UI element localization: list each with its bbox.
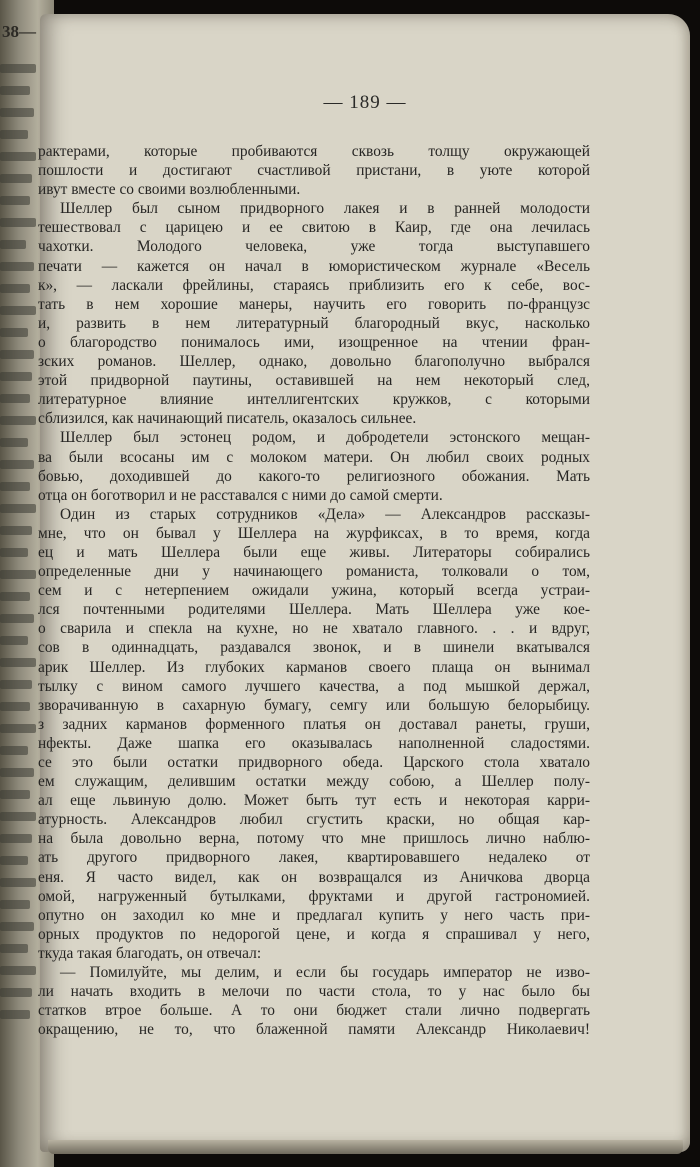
text-line: з задних карманов форменного платья он доставал ранеты, груши, [38, 715, 590, 733]
edge-text-line [0, 856, 28, 865]
text-line: арик Шеллер. Из глубоких карманов своего плаща он вынимал [38, 658, 590, 676]
text-line: тать в нем хорошие манеры, научить его говорить по-французс [38, 295, 590, 313]
text-line: Шеллер был сыном придворного лакея и в ранней молодости [60, 200, 590, 218]
text-line: о благородство понималось ими, изощренное на чтении фран- [38, 333, 590, 351]
text-line: отца он боготворил и не расставался с ними до самой смерти. [38, 486, 443, 504]
edge-text-line [0, 328, 28, 337]
text-line: к», — ласкали фрейлины, стараясь приблизить его к себе, вос- [38, 276, 590, 294]
text-line: на была довольно верна, потому что мне пришлось лично наблю- [38, 830, 590, 848]
text-line: ать другого придворного лакея, квартировавшего недалеко от [38, 849, 590, 867]
edge-text-line [0, 922, 34, 931]
text-line: ал еще львиную долю. Может быть тут есть и некоторая карри- [38, 792, 590, 810]
text-line: омой, нагруженный бутылками, фруктами и другой гастрономией. [38, 887, 590, 905]
text-line: о сварила и спекла на кухне, но не хватало главного. . . и вдруг, [38, 620, 590, 638]
text-line: ли начать входить в мелочи по части стола, то у нас было бы [38, 983, 590, 1001]
text-line: определенные дни у начинающего романиста, толковали о том, [38, 563, 590, 581]
text-line: рактерами, которые пробиваются сквозь толщу окружающей [38, 143, 590, 160]
edge-text-line [0, 350, 34, 359]
text-line: еня. Я часто видел, как он возвращался из Аничкова дворца [38, 868, 590, 886]
edge-text-line [0, 790, 30, 799]
edge-text-line [0, 570, 36, 579]
text-line: лся почтенными родителями Шеллера. Мать Шеллера уже кое- [38, 601, 590, 619]
edge-text-line [0, 900, 30, 909]
text-line: печати — кажется он начал в юмористическом журнале «Весель [38, 257, 590, 275]
previous-page-number-fragment: 38— [2, 22, 36, 41]
text-line: и, развить в нем литературный благородный вкус, насколько [38, 314, 590, 332]
edge-text-line [0, 284, 30, 293]
text-line: зских романов. Шеллер, однако, довольно благополучно выбрался [38, 353, 590, 371]
text-line: опутно он заходил ко мне и предлагал купить у него часть при- [38, 906, 590, 924]
text-line: ва были всосаны им с молоком матери. Он любил своих родных [38, 448, 590, 466]
edge-text-line [0, 416, 36, 425]
edge-text-line [0, 438, 28, 447]
text-line: ивут вместе со своими возлюбленными. [38, 181, 301, 199]
text-line: пошлости и достигают счастливой пристани, в уюте которой [38, 162, 590, 180]
text-line: окращению, не то, что блаженной памяти Александр Николаевич! [38, 1021, 590, 1039]
edge-text-line [0, 394, 30, 403]
edge-text-line [0, 724, 36, 733]
text-line: тылку с вином самого лучшего качества, а под мышкой держал, [38, 677, 590, 695]
text-line: бовью, доходившей до какого-то религиозного обожания. Мать [38, 467, 590, 485]
text-line: — Помилуйте, мы делим, и если бы государь император не изво- [60, 964, 590, 982]
edge-text-line [0, 636, 28, 645]
text-line: атурность. Александров любил сгустить краски, но общая кар- [38, 811, 590, 829]
edge-text-line [0, 944, 28, 953]
edge-text-line [0, 526, 32, 535]
text-line: сем и с нетерпением ожидали ужина, который всегда устраи- [38, 582, 590, 600]
edge-text-line [0, 746, 28, 755]
edge-text-line [0, 86, 30, 95]
edge-text-line [0, 988, 32, 997]
text-line: чахотки. Молодого человека, уже тогда выступавшего [38, 238, 590, 256]
edge-text-line [0, 548, 28, 557]
text-line: статков втрое больше. А то они бюджет стали лично подвергать [38, 1002, 590, 1020]
edge-text-line [0, 218, 36, 227]
text-line: зворачиванную в сахарную бумагу, семгу или большую белорыбицу. [38, 696, 590, 714]
edge-text-line [0, 152, 36, 161]
text-line: Один из старых сотрудников «Дела» — Александров рассказы- [60, 505, 590, 523]
text-line: Шеллер был эстонец родом, и добродетели эстонского мещан- [60, 429, 590, 447]
edge-text-line [0, 64, 36, 73]
edge-text-line [0, 482, 30, 491]
text-line: сов в одиннадцать, раздавался звонок, и в шинели вкатывался [38, 639, 590, 657]
text-line: тешествовал с царицею и ее свитою в Каир, где она лечилась [38, 219, 590, 237]
edge-text-line [0, 240, 26, 249]
edge-text-line [0, 966, 36, 975]
edge-text-line [0, 702, 30, 711]
edge-text-line [0, 878, 36, 887]
text-line: ткуда такая благодать, он отвечал: [38, 944, 262, 962]
edge-text-line [0, 504, 36, 513]
edge-text-line [0, 460, 34, 469]
edge-text-line [0, 196, 30, 205]
text-line: сблизился, как начинающий писатель, оказалось сильнее. [38, 410, 417, 428]
text-line: нфекты. Даже шапка его оказывалась наполненной сладостями. [38, 734, 590, 752]
text-line: мне, что он бывал у Шеллера на журфиксах, в то время, когда [38, 524, 590, 542]
text-line: орных продуктов по недорогой цене, и когда я спрашивал у него, [38, 925, 590, 943]
edge-text-line [0, 614, 34, 623]
edge-text-line [0, 680, 32, 689]
text-line: этой придворной паутины, оставившей на нем некоторый след, [38, 372, 590, 390]
edge-text-line [0, 834, 32, 843]
edge-text-line [0, 306, 36, 315]
page-stack-bottom-edge [48, 1140, 683, 1154]
edge-text-line [0, 592, 30, 601]
edge-text-line [0, 130, 28, 139]
edge-text-line [0, 768, 34, 777]
text-line: ец и мать Шеллера были еще живы. Литераторы собирались [38, 543, 590, 561]
text-line: литературное влияние интеллигентских кружков, с которыми [38, 391, 590, 409]
edge-text-line [0, 658, 36, 667]
edge-text-line [0, 174, 32, 183]
edge-text-line [0, 812, 36, 821]
edge-text-line [0, 108, 34, 117]
edge-text-line [0, 1010, 30, 1019]
body-text [38, 142, 590, 1039]
text-line: ем служащим, делившим остатки между собою, а Шеллер полу- [38, 773, 590, 791]
edge-text-line [0, 372, 32, 381]
book-page [40, 14, 690, 1152]
text-line: се это были остатки придворного обеда. Царского стола хватало [38, 754, 590, 771]
page-number: — 189 — [323, 92, 407, 113]
edge-text-line [0, 262, 34, 271]
